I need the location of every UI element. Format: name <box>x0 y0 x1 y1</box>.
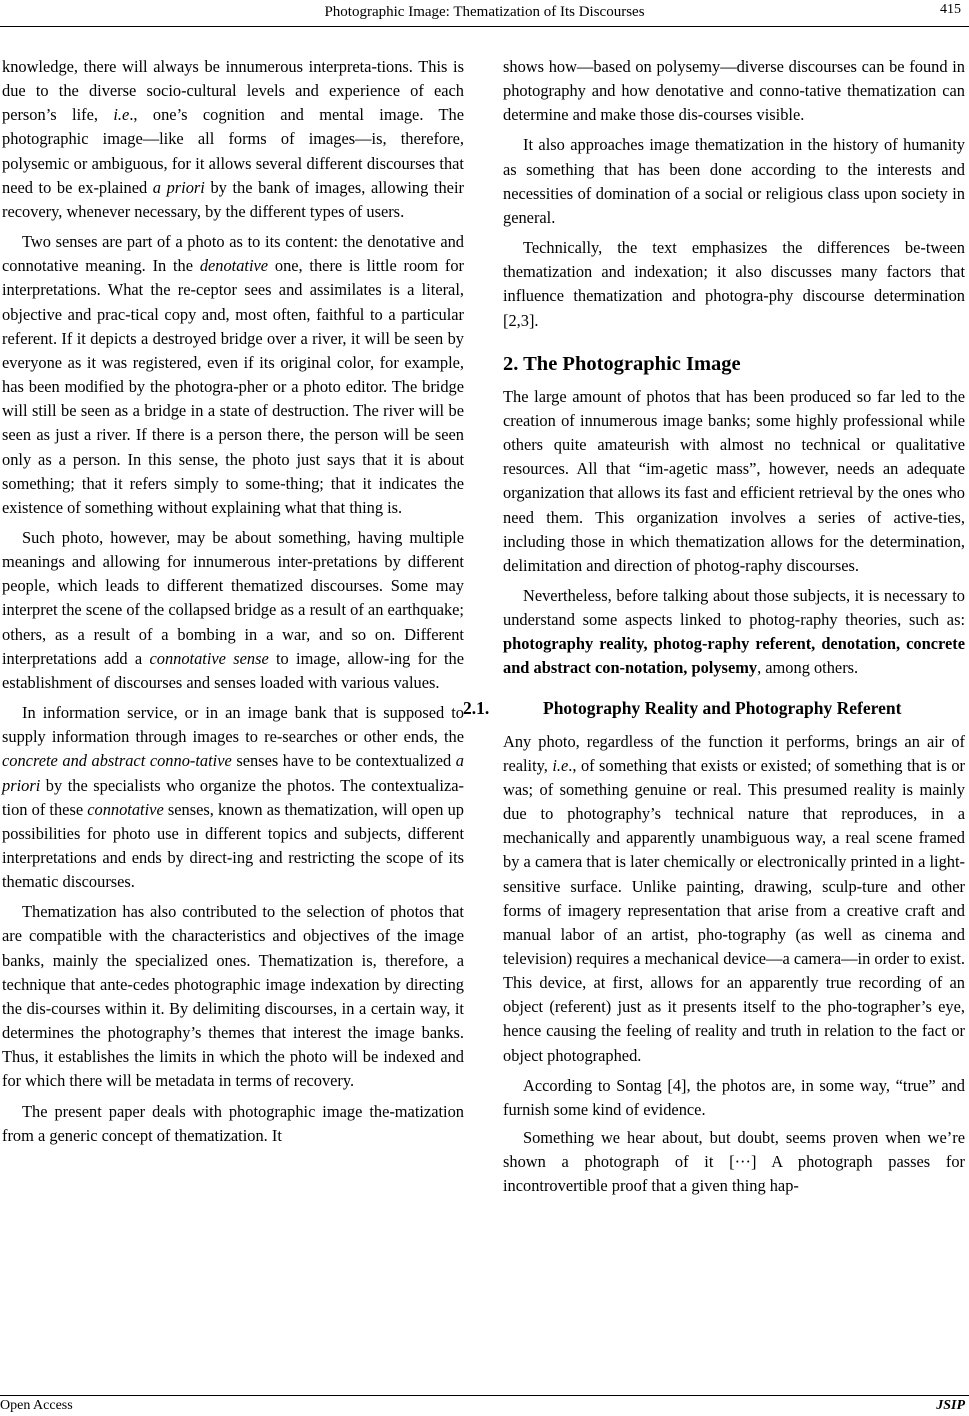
page-number: 415 <box>940 2 961 17</box>
paragraph: In information service, or in an image bank that is supposed to supply information through images to re-searches or other ends, the concrete and abstract conno-tative senses have to be contextualized a priori by the specialists who organize the photos. The contextualiza-tion of these connotative senses, known as thematization, will open up possibilities for photo use in different topics and subjects, different interpretations and ends by direct-ing and restricting the scope of its thematic discourses. <box>2 703 464 892</box>
subsection-title: Photography Reality and Photography Referent <box>543 697 902 718</box>
subsection-number: 2.1. <box>463 697 490 718</box>
page-header <box>0 0 969 26</box>
right-column <box>463 55 966 1199</box>
paragraph: According to Sontag [4], the photos are, in some way, “true” and furnish some kind of evidence. <box>503 1075 965 1119</box>
subsection-heading <box>463 697 965 720</box>
paragraph: Technically, the text emphasizes the differences be-tween thematization and indexation; it also discusses many factors that influence thematization and photogra-phy discourse determination [2,3]. <box>503 238 965 330</box>
section-heading: 2. The Photographic Image <box>503 352 741 375</box>
paragraph: Such photo, however, may be about something, having multiple meanings and allowing for innumerous inter-pretations by different people, which leads to different thematized discourses. Some may interpret the scene of the collapsed bridge as a result of an earthquake; others, as a result of a bombing in a war, and so on. Different interpretations add a connotative sense to image, allow-ing for the establishment of discourses and senses loaded with various values. <box>2 527 464 692</box>
paragraph: Two senses are part of a photo as to its content: the denotative and connotative meaning. In the denotative one, there is little room for interpretations. What the re-ceptor sees and assimilates is a literal, objective and prac-tical copy and, most often, faithful to a particular referent. If it depicts a destroyed bridge over a river, it will be seen by everyone as it was registered, even if its original color, for example, has been modified by the photogra-pher or a photo editor. The bridge will still be seen as a bridge in a state of destruction. The river will be seen as just a river. If there is a person there, the person will be seen only as a person. In this sense, the photo just says that it is about something; that it refers simply to some-thing; that it indicates the existence of something without explaining what that thing is. <box>2 232 464 517</box>
paragraph: It also approaches image thematization in the history of humanity as something that has been done according to the interests and necessities of domination of a social or religious class upon society in general. <box>503 135 965 227</box>
open-access-label: Open Access <box>0 1398 73 1413</box>
left-column <box>2 55 464 1148</box>
header-rule <box>0 26 969 27</box>
block-quote: Something we hear about, but doubt, seems proven when we’re shown a photograph of it [···] A photograph passes for incontrovertible proof that a given thing hap- <box>503 1128 965 1196</box>
paragraph: The large amount of photos that has been produced so far led to the creation of innumerous image banks; some highly professional while others quite amateurish with almost no technical or qualitative resources. All that “im-agetic mass”, however, needs an adequate organization that allows its fast and efficient retrieval by the ones who need them. This organization involves a series of active-ties, including those in which thematization allows for the determination, delimitation and direction of photog-raphy discourses. <box>503 386 965 575</box>
running-title: Photographic Image: Thematization of Its Discourses <box>324 4 645 20</box>
paragraph: Nevertheless, before talking about those subjects, it is necessary to understand some aspects linked to photog-raphy theories, such as: photography reality, photog-raphy referent, denotation, concrete and abstract con-notation, polysemy, among others. <box>503 585 965 678</box>
paragraph: shows how—based on polysemy—diverse discourses can be found in photography and how denotative and conno-tative thematization can determine and make those dis-courses visible. <box>503 57 965 125</box>
journal-abbreviation: JSIP <box>936 1398 965 1413</box>
page-footer <box>0 1398 969 1416</box>
paragraph: Thematization has also contributed to the selection of photos that are compatible with the characteristics and objectives of the image banks, mainly the specialized ones. Thematization is, therefore, a technique that ante-cedes photographic image indexation by directing the dis-courses within it. By delimiting discourses, in a certain way, it determines the photography’s themes that interest the image banks. Thus, it establishes the limits in which the photo will be indexed and for which there will be metadata in terms of recovery. <box>2 902 464 1091</box>
paragraph: The present paper deals with photographic image the-matization from a generic concept of thematization. It <box>2 1101 464 1145</box>
paragraph: Any photo, regardless of the function it performs, brings an air of reality, i.e., of something that exists or existed; of something that is or was; of something genuine or real. This presumed reality is mainly due to photography’s technical nature that reproduces, in a mechanically and apparently unambiguous way, a real scene framed by a camera that is later chemically or electronically printed in a light-sensitive surface. Unlike painting, drawing, sculp-ture and other forms of imagery representation that arise from a creative craft and manual labor of an artist, pho-tography (as well as cinema and television) requires a mechanical device—a camera—in order to exist. This device, at first, allows for an apparently true recording of an object (referent) just as it presents itself to the pho-tographer’s eye, hence causing the feeling of reality and truth in relation to the fact or object photographed. <box>503 731 966 1065</box>
footer-rule <box>0 1395 969 1396</box>
paragraph: knowledge, there will always be innumerous interpreta-tions. This is due to the diverse socio-cultural levels and experience of each person’s life, i.e., one’s cognition and mental image. The photographic image—like all forms of images—is, therefore, polysemic or ambiguous, for it allows several different discourses that need to be ex-plained a priori by the bank of images, allowing their recovery, whenever necessary, by the different types of users. <box>2 57 464 221</box>
